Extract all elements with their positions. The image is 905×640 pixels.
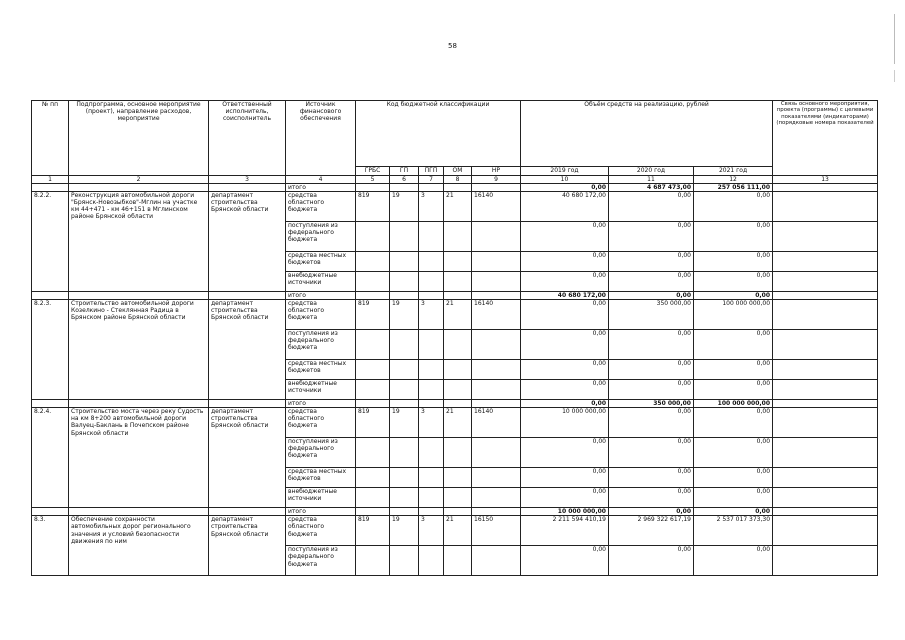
empty-cell [390, 292, 419, 300]
carryover-total-row [32, 184, 878, 192]
empty-cell [444, 272, 472, 292]
code-grbs: 819 [356, 516, 390, 546]
empty-cell [444, 438, 472, 468]
link-cell [773, 516, 878, 546]
code-pgp: 3 [419, 408, 444, 438]
empty-cell [472, 488, 521, 508]
code-grbs: 819 [356, 408, 390, 438]
empty-cell [356, 252, 390, 272]
amount-2019: 2 211 594 410,19 [521, 516, 609, 546]
empty-cell [444, 488, 472, 508]
empty-cell [390, 508, 419, 516]
amount-2021: 100 000 000,00 [694, 300, 773, 330]
amount-2019: 10 000 000,00 [521, 508, 609, 516]
empty-cell [444, 360, 472, 380]
link-cell [773, 488, 878, 508]
amount-2019: 0,00 [521, 488, 609, 508]
empty-cell [444, 330, 472, 360]
source-label: средства областного бюджета [286, 300, 356, 330]
empty-cell [390, 438, 419, 468]
empty-cell [32, 292, 69, 300]
link-cell [773, 380, 878, 400]
source-label: внебюджетные источники [286, 488, 356, 508]
amount-2021: 0,00 [694, 468, 773, 488]
empty-cell [390, 546, 419, 576]
col-number: 11 [609, 176, 694, 184]
source-label: поступления из федерального бюджета [286, 438, 356, 468]
link-cell [773, 300, 878, 330]
empty-cell [419, 272, 444, 292]
empty-cell [390, 252, 419, 272]
code-nr: 16140 [472, 300, 521, 330]
empty-cell [390, 222, 419, 252]
code-pgp: 3 [419, 192, 444, 222]
empty-cell [472, 272, 521, 292]
table-row [32, 516, 878, 546]
amount-2020: 0,00 [609, 360, 694, 380]
code-om: 21 [444, 516, 472, 546]
empty-cell [32, 508, 69, 516]
empty-cell [419, 468, 444, 488]
col-number: 6 [390, 176, 419, 184]
empty-cell [356, 546, 390, 576]
header-gp: ГП [390, 167, 419, 176]
code-grbs: 819 [356, 300, 390, 330]
source-label: средства местных бюджетов [286, 468, 356, 488]
row-number: 8.2.3. [32, 300, 69, 400]
empty-cell [356, 468, 390, 488]
col-number: 13 [773, 176, 878, 184]
amount-2021: 2 537 017 373,30 [694, 516, 773, 546]
amount-2019: 40 680 172,00 [521, 192, 609, 222]
empty-cell [419, 488, 444, 508]
source-label: средства областного бюджета [286, 192, 356, 222]
code-gp: 19 [390, 192, 419, 222]
col-number: 2 [69, 176, 209, 184]
empty-cell [390, 360, 419, 380]
amount-2021: 0,00 [694, 380, 773, 400]
row-program: Строительство автомобильной дороги Козелкино - Стеклянная Радица в Брянском районе Брянской области [69, 300, 209, 400]
code-om: 21 [444, 192, 472, 222]
amount-2020: 0,00 [609, 408, 694, 438]
source-label: итого [286, 508, 356, 516]
amount-2019: 0,00 [521, 380, 609, 400]
empty-cell [356, 330, 390, 360]
source-label: средства областного бюджета [286, 408, 356, 438]
empty-cell [444, 508, 472, 516]
empty-cell [356, 222, 390, 252]
source-label: внебюджетные источники [286, 380, 356, 400]
amount-2019: 0,00 [521, 546, 609, 576]
empty-cell [419, 292, 444, 300]
table-row [32, 508, 878, 516]
row-number: 8.3. [32, 516, 69, 576]
amount-2020: 0,00 [609, 546, 694, 576]
empty-cell [356, 488, 390, 508]
amount-2019: 0,00 [521, 300, 609, 330]
table-row [32, 408, 878, 438]
table-row [32, 292, 878, 300]
empty-cell [472, 292, 521, 300]
empty-cell [419, 400, 444, 408]
amount-2021: 0,00 [694, 546, 773, 576]
col-number: 7 [419, 176, 444, 184]
empty-cell [356, 400, 390, 408]
col-number: 1 [32, 176, 69, 184]
empty-cell [356, 272, 390, 292]
amount-2021: 0,00 [694, 508, 773, 516]
source-label: средства областного бюджета [286, 516, 356, 546]
empty-cell [444, 468, 472, 488]
link-cell [773, 272, 878, 292]
empty-cell [472, 508, 521, 516]
empty-cell [444, 400, 472, 408]
amount-2021: 0,00 [694, 222, 773, 252]
link-cell [773, 360, 878, 380]
link-cell [773, 292, 878, 300]
source-label: итого [286, 292, 356, 300]
empty-cell [444, 546, 472, 576]
header-code-group: Код бюджетной классификации [356, 101, 521, 167]
header-source: Источник финансового обеспечения [286, 101, 356, 176]
empty-cell [69, 508, 209, 516]
header-num: № пп [32, 101, 69, 176]
header-2019: 2019 год [521, 167, 609, 176]
empty-cell [419, 546, 444, 576]
amount-2019: 40 680 172,00 [521, 292, 609, 300]
empty-cell [356, 508, 390, 516]
row-program: Обеспечение сохранности автомобильных дорог регионального значения и условий безопасности движения по ним [69, 516, 209, 576]
link-cell [773, 468, 878, 488]
empty-cell [32, 400, 69, 408]
scan-edge-mark [894, 14, 895, 64]
table-row [32, 192, 878, 222]
amount-2021: 0,00 [694, 252, 773, 272]
code-grbs: 819 [356, 192, 390, 222]
col-number: 12 [694, 176, 773, 184]
empty-cell [209, 292, 286, 300]
link-cell [773, 192, 878, 222]
budget-table [31, 100, 878, 576]
amount-2021: 0,00 [694, 192, 773, 222]
amount-2021: 0,00 [694, 360, 773, 380]
empty-cell [472, 380, 521, 400]
amount-2020: 0,00 [609, 252, 694, 272]
amount-2019: 0,00 [521, 438, 609, 468]
row-executor: департамент строительства Брянской области [209, 516, 286, 576]
page-number: 58 [448, 42, 457, 50]
amount-2021: 0,00 [694, 408, 773, 438]
col-number: 8 [444, 176, 472, 184]
source-label: средства местных бюджетов [286, 360, 356, 380]
source-label: поступления из федерального бюджета [286, 222, 356, 252]
row-executor: департамент строительства Брянской области [209, 192, 286, 292]
amount-2019: 10 000 000,00 [521, 408, 609, 438]
amount-2019: 0,00 [521, 360, 609, 380]
empty-cell [444, 380, 472, 400]
row-program: Строительство моста через реку Судость на км 8+200 автомобильной дороги Валуец-Баклань в Почепском районе Брянской области [69, 408, 209, 508]
amount-2021: 0,00 [694, 272, 773, 292]
empty-cell [419, 360, 444, 380]
header-grbs: ГРБС [356, 167, 390, 176]
amount-2020: 0,00 [609, 330, 694, 360]
empty-cell [472, 360, 521, 380]
header-nr: НР [472, 167, 521, 176]
source-label: поступления из федерального бюджета [286, 546, 356, 576]
code-pgp: 3 [419, 516, 444, 546]
code-nr: 16140 [472, 192, 521, 222]
amount-2020: 350 000,00 [609, 400, 694, 408]
amount-2019: 0,00 [521, 184, 609, 192]
header-link: Связь основного мероприятия, проекта (программы) с целевыми показателями (индикаторами) (порядковые номера показателей [773, 101, 878, 176]
amount-2021: 0,00 [694, 292, 773, 300]
source-label: итого [286, 184, 356, 192]
amount-2020: 0,00 [609, 380, 694, 400]
amount-2020: 0,00 [609, 292, 694, 300]
code-gp: 19 [390, 408, 419, 438]
empty-cell [69, 400, 209, 408]
amount-2019: 0,00 [521, 222, 609, 252]
row-executor: департамент строительства Брянской области [209, 300, 286, 400]
empty-cell [390, 488, 419, 508]
col-number: 10 [521, 176, 609, 184]
col-number: 4 [286, 176, 356, 184]
empty-cell [356, 292, 390, 300]
amount-2020: 0,00 [609, 222, 694, 252]
source-label: внебюджетные источники [286, 272, 356, 292]
amount-2020: 0,00 [609, 508, 694, 516]
empty-cell [419, 252, 444, 272]
link-cell [773, 400, 878, 408]
amount-2020: 0,00 [609, 468, 694, 488]
col-number: 3 [209, 176, 286, 184]
empty-cell [209, 400, 286, 408]
amount-2019: 0,00 [521, 468, 609, 488]
empty-cell [419, 380, 444, 400]
amount-2021: 0,00 [694, 438, 773, 468]
code-om: 21 [444, 300, 472, 330]
amount-2019: 0,00 [521, 400, 609, 408]
empty-cell [444, 292, 472, 300]
empty-cell [419, 222, 444, 252]
row-program: Реконструкция автомобильной дороги "Брянск-Новозыбков"-Мглин на участке км 44+471 - км 46+151 в Мглинском районе Брянской области [69, 192, 209, 292]
amount-2020: 0,00 [609, 192, 694, 222]
empty-cell [69, 292, 209, 300]
empty-cell [444, 252, 472, 272]
empty-cell [419, 330, 444, 360]
link-cell [773, 546, 878, 576]
empty-cell [356, 438, 390, 468]
row-executor: департамент строительства Брянской области [209, 408, 286, 508]
header-amount-group: Объём средств на реализацию, рублей [521, 101, 773, 167]
row-number: 8.2.2. [32, 192, 69, 292]
header-pgp: ПГП [419, 167, 444, 176]
amount-2019: 0,00 [521, 330, 609, 360]
code-om: 21 [444, 408, 472, 438]
empty-cell [390, 272, 419, 292]
empty-cell [444, 222, 472, 252]
amount-2021: 0,00 [694, 330, 773, 360]
amount-2020: 350 000,00 [609, 300, 694, 330]
amount-2019: 0,00 [521, 252, 609, 272]
header-2021: 2021 год [694, 167, 773, 176]
empty-cell [419, 508, 444, 516]
source-label: поступления из федерального бюджета [286, 330, 356, 360]
empty-cell [390, 468, 419, 488]
empty-cell [472, 438, 521, 468]
header-2020: 2020 год [609, 167, 694, 176]
column-number-row [32, 176, 878, 184]
empty-cell [356, 360, 390, 380]
empty-cell [419, 438, 444, 468]
amount-2021: 0,00 [694, 488, 773, 508]
amount-2019: 0,00 [521, 272, 609, 292]
header-executor: Ответственный исполнитель, соисполнитель [209, 101, 286, 176]
empty-cell [472, 400, 521, 408]
col-number: 5 [356, 176, 390, 184]
amount-2020: 0,00 [609, 272, 694, 292]
empty-cell [390, 330, 419, 360]
code-gp: 19 [390, 516, 419, 546]
header-om: ОМ [444, 167, 472, 176]
code-nr: 16140 [472, 408, 521, 438]
source-label: средства местных бюджетов [286, 252, 356, 272]
header-program: Подпрограмма, основное мероприятие (проект), направление расходов, мероприятие [69, 101, 209, 176]
table-row [32, 400, 878, 408]
source-label: итого [286, 400, 356, 408]
amount-2021: 257 056 111,00 [694, 184, 773, 192]
link-cell [773, 252, 878, 272]
scan-edge-mark [894, 70, 895, 82]
amount-2020: 0,00 [609, 438, 694, 468]
empty-cell [472, 468, 521, 488]
empty-cell [356, 380, 390, 400]
code-gp: 19 [390, 300, 419, 330]
empty-cell [390, 400, 419, 408]
empty-cell [209, 508, 286, 516]
amount-2020: 0,00 [609, 488, 694, 508]
link-cell [773, 330, 878, 360]
link-cell [773, 508, 878, 516]
empty-cell [472, 222, 521, 252]
empty-cell [390, 380, 419, 400]
code-pgp: 3 [419, 300, 444, 330]
empty-cell [472, 330, 521, 360]
code-nr: 16150 [472, 516, 521, 546]
empty-cell [472, 252, 521, 272]
empty-cell [472, 546, 521, 576]
col-number: 9 [472, 176, 521, 184]
link-cell [773, 222, 878, 252]
row-number: 8.2.4. [32, 408, 69, 508]
table-row [32, 300, 878, 330]
amount-2021: 100 000 000,00 [694, 400, 773, 408]
amount-2020: 2 969 322 617,19 [609, 516, 694, 546]
link-cell [773, 408, 878, 438]
amount-2020: 4 687 473,00 [609, 184, 694, 192]
link-cell [773, 438, 878, 468]
